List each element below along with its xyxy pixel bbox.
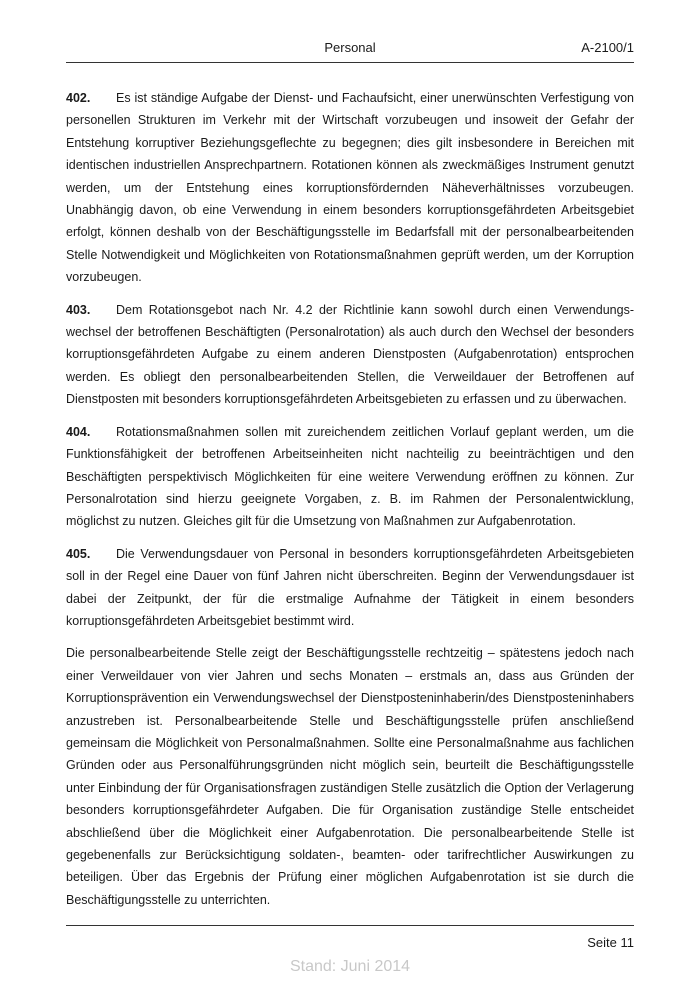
paragraph-number: 403. bbox=[66, 302, 91, 317]
paragraph-number: 402. bbox=[66, 91, 91, 105]
document-body bbox=[66, 87, 634, 921]
stand-date-watermark: Stand: Juni 2014 bbox=[289, 958, 411, 975]
paragraph-text: Die Verwendungsdauer von Personal in besonders korruptionsgefährdeten Arbeitsgebieten soll in der Regel eine Dauer von fünf Jahren nicht überschreiten. Beginn der Verwendungsdauer ist dabei der Zeitpunkt, der für die erstmalige Aufnahme der Tätigkeit in einem besonders korruptionsgefährdeten Arbeitsgebiet bestimmt wird. bbox=[66, 546, 634, 628]
paragraph-404 bbox=[66, 421, 634, 533]
paragraph-text: Rotationsmaßnahmen sollen mit zureichendem zeitlichen Vorlauf geplant werden, um die Funktionsfähigkeit der betroffenen Arbeitseinheiten nicht nachteilig zu beeinträchtigen und den Beschäftigten perspektivisch Möglichkeiten für eine weitere Verwendung eröffnen zu können. Zur Personalrotation sind hierzu geeignete Vorgaben, z. B. im Rahmen der Personalentwicklung, möglichst zu nutzen. Gleiches gilt für die Umsetzung von Maßnahmen zur Aufgabenrotation. bbox=[66, 424, 634, 529]
paragraph-text: Dem Rotationsgebot nach Nr. 4.2 der Richtlinie kann sowohl durch einen Verwendungswechsel der betroffenen Beschäftigten (Personalrotation) als auch durch den Wechsel der besonders korruptionsgefährdeten Aufgabe zu einem anderen Dienstposten (Aufgabenrotation) entsprochen werden. Es obliegt den personalbearbeitenden Stellen, die Verweildauer der Betroffenen auf Dienstposten mit besonders korruptionsgefährdeten Arbeitsgebieten zu erfassen und zu überwachen. bbox=[66, 302, 634, 407]
paragraph-403 bbox=[66, 299, 634, 411]
paragraph-number: 404. bbox=[66, 424, 91, 439]
footer-divider bbox=[66, 925, 634, 926]
page-number: Seite 11 bbox=[587, 935, 634, 950]
page-header bbox=[66, 0, 634, 62]
paragraph-405 bbox=[66, 543, 634, 633]
paragraph-text: Es ist ständige Aufgabe der Dienst- und Fachaufsicht, einer unerwünschten Verfestigung von personellen Strukturen im Verkehr mit der Wirtschaft vorzubeugen und insoweit der Gefahr der Entstehung korruptiver Beziehungsgeflechte zu begegnen; dies gilt insbesondere in Bereichen mit identischen industriellen Ansprechpartnern. Rotationen können als zweckmäßiges Instrument genutzt werden, um der Entstehung eines korruptionsfördernden Näheverhältnisses vorzubeugen. Unabhängig davon, ob eine Verwendung in einem besonders korruptionsgefährdeten Arbeitsgebiet erfolgt, können deshalb von der Beschäftigungsstelle im Bedarfsfall mit der personalbearbeitenden Stelle Notwendigkeit und Möglichkeiten von Rotationsmaßnahmen geprüft werden, um der Korruption vorzubeugen. bbox=[66, 91, 634, 285]
header-title: Personal bbox=[324, 40, 376, 55]
paragraph-text: Die personalbearbeitende Stelle zeigt der Beschäftigungsstelle rechtzeitig – spätestens jedoch nach einer Verweildauer von vier Jahren und sechs Monaten – erstmals an, dass aus Gründen der Korruptionsprävention ein Verwendungswechsel der Dienstposteninhaberin/des Dienstposteninhabers anzustreben ist. Personalbearbeitende Stelle und Beschäftigungsstelle prüfen anschließend gemeinsam die Möglichkeit von Personalmaßnahmen. Sollte eine Personalmaßnahme aus fachlichen Gründen oder aus Personalführungsgründen nicht möglich sein, beurteilt die Beschäftigungsstelle unter Einbindung der für Organisationsfragen zuständigen Stelle zusätzlich die Option der Verlagerung besonders korruptionsgefährdeter Aufgaben. Die für Organisation zuständige Stelle entscheidet abschließend über die Möglichkeit einer Aufgabenrotation. Die personalbearbeitende Stelle ist gegebenenfalls zur Berücksichtigung soldaten-, beamten- oder tarifrechtlicher Auswirkungen zu beteiligen. Über das Ergebnis der Prüfung einer möglichen Aufgabenrotation ist sie durch die Beschäftigungsstelle zu unterrichten. bbox=[66, 646, 634, 907]
paragraph-number: 405. bbox=[66, 546, 91, 561]
document-code: A-2100/1 bbox=[581, 40, 634, 55]
paragraph-402 bbox=[66, 87, 634, 289]
paragraph-405-continued bbox=[66, 642, 634, 911]
header-divider bbox=[66, 62, 634, 63]
